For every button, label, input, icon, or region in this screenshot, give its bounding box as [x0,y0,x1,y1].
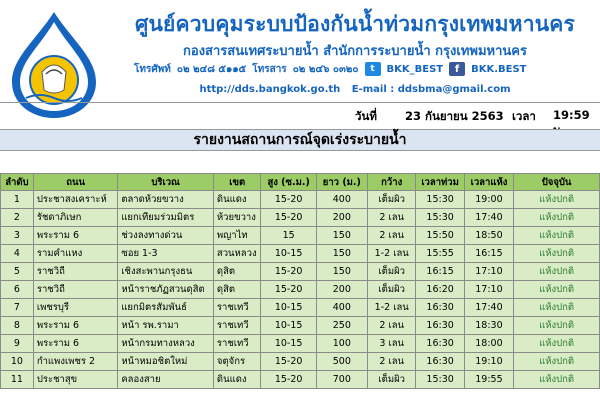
flood-start-time: 15:55 [416,245,464,263]
flood-length: 400 [316,191,367,209]
column-header: กว้าง [367,174,416,191]
location: แยกมิตรสัมพันธ์ [118,299,214,317]
row-index: 2 [1,209,34,227]
dry-time: 19:10 [464,353,513,371]
location: คลองสาย [118,371,214,389]
table-row [1,263,600,281]
district: ห้วยขวาง [213,209,261,227]
location: ซอย 1-3 [118,245,214,263]
district: ราชเทวี [213,335,261,353]
current-status: แห้งปกติ [514,353,600,371]
district: ดุสิต [213,281,261,299]
dry-time: 18:00 [464,335,513,353]
column-header: เวลาท่วม [416,174,464,191]
page-header [0,0,600,130]
district: ดุสิต [213,263,261,281]
column-header: ถนน [33,174,117,191]
dry-time: 17:10 [464,281,513,299]
current-status: แห้งปกติ [514,371,600,389]
column-header: สูง (ซ.ม.) [261,174,316,191]
flood-report-table [0,173,600,389]
flood-length: 400 [316,299,367,317]
road-name: พระราม 6 [33,335,117,353]
road-name: รามคำแหง [33,245,117,263]
email-address[interactable]: E-mail : ddsbma@gmail.com [351,84,511,95]
flood-start-time: 15:30 [416,371,464,389]
time-label: เวลา [512,109,536,123]
current-status: แห้งปกติ [514,227,600,245]
flood-length: 250 [316,317,367,335]
date-label: วันที่ [355,109,377,123]
phone-label: โทรศัพท์ [134,63,171,75]
facebook-icon[interactable]: f [449,62,465,76]
dry-time: 17:40 [464,299,513,317]
road-name: เพชรบุรี [33,299,117,317]
row-index: 1 [1,191,34,209]
current-status: แห้งปกติ [514,191,600,209]
flood-length: 150 [316,227,367,245]
table-row [1,281,600,299]
location: แยกเทียมร่วมมิตร [118,209,214,227]
water-depth: 10-15 [261,299,316,317]
row-index: 10 [1,353,34,371]
org-subtitle: กองสารสนเทศระบายน้ำ สำนักการระบายน้ำ กรุงเทพมหานคร [183,44,527,59]
report-title: รายงานสถานการณ์จุดเร่งระบายน้ำ [0,129,600,151]
current-status: แห้งปกติ [514,299,600,317]
water-depth: 15-20 [261,263,316,281]
table-row [1,317,600,335]
table-row [1,353,600,371]
road-name: รัชดาภิเษก [33,209,117,227]
current-status: แห้งปกติ [514,335,600,353]
dry-time: 16:15 [464,245,513,263]
current-status: แห้งปกติ [514,317,600,335]
table-row [1,245,600,263]
water-depth: 15-20 [261,371,316,389]
dry-time: 17:40 [464,209,513,227]
water-depth: 10-15 [261,245,316,263]
column-header: บริเวณ [118,174,214,191]
district: ดินแดง [213,191,261,209]
row-index: 7 [1,299,34,317]
location: หน้า รพ.รามา [118,317,214,335]
location: หน้าราชภัฏสวนดุสิต [118,281,214,299]
flood-start-time: 16:30 [416,299,464,317]
flood-width: 1-2 เลน [367,299,416,317]
district: สวนหลวง [213,245,261,263]
flood-width: เต็มผิว [367,371,416,389]
dry-time: 19:55 [464,371,513,389]
contact-line [134,60,527,78]
table-row [1,209,600,227]
district: ดินแดง [213,371,261,389]
dry-time: 18:30 [464,317,513,335]
row-index: 9 [1,335,34,353]
table-row [1,299,600,317]
flood-start-time: 15:30 [416,209,464,227]
report-date: 23 กันยายน 2563 [405,109,504,123]
dry-time: 19:00 [464,191,513,209]
flood-length: 100 [316,335,367,353]
water-depth: 15-20 [261,209,316,227]
row-index: 6 [1,281,34,299]
district: จตุจักร [213,353,261,371]
row-index: 11 [1,371,34,389]
twitter-handle[interactable]: BKK_BEST [386,63,444,75]
flood-width: 2 เลน [367,317,416,335]
fax-label: โทรสาร [252,63,287,75]
water-depth: 10-15 [261,317,316,335]
report-time: 19:59 [553,108,590,122]
column-header: ปัจจุบัน [514,174,600,191]
table-row [1,371,600,389]
road-name: พระราม 6 [33,317,117,335]
flood-start-time: 16:30 [416,353,464,371]
divider [0,102,600,103]
website-link[interactable]: http://dds.bangkok.go.th [199,84,341,95]
twitter-icon[interactable]: t [365,62,381,76]
flood-width: เต็มผิว [367,263,416,281]
flood-width: เต็มผิว [367,281,416,299]
water-depth: 15-20 [261,353,316,371]
flood-length: 200 [316,209,367,227]
water-depth: 15 [261,227,316,245]
flood-width: 2 เลน [367,227,416,245]
flood-start-time: 16:30 [416,335,464,353]
district: ราชเทวี [213,299,261,317]
current-status: แห้งปกติ [514,209,600,227]
table-header-row [1,174,600,191]
row-index: 3 [1,227,34,245]
location: หน้ากรมทางหลวง [118,335,214,353]
location: ตลาดห้วยขวาง [118,191,214,209]
flood-start-time: 16:30 [416,317,464,335]
road-name: ราชวิถี [33,281,117,299]
column-header: ลำดับ [1,174,34,191]
current-status: แห้งปกติ [514,263,600,281]
location: ช่วงลงทางด่วน [118,227,214,245]
road-name: ประชาสุข [33,371,117,389]
water-depth: 10-15 [261,335,316,353]
table-row [1,227,600,245]
location: หน้าหมอชิตใหม่ [118,353,214,371]
flood-width: 2 เลน [367,353,416,371]
flood-width: 2 เลน [367,209,416,227]
location: เชิงสะพานกรุงธน [118,263,214,281]
flood-length: 150 [316,245,367,263]
web-line [110,84,600,95]
row-index: 8 [1,317,34,335]
water-depth: 15-20 [261,281,316,299]
flood-length: 500 [316,353,367,371]
district: พญาไท [213,227,261,245]
flood-start-time: 15:30 [416,191,464,209]
water-depth: 15-20 [261,191,316,209]
district: ราชเทวี [213,317,261,335]
road-name: ประชาสงเคราะห์ [33,191,117,209]
fax-number: ๐๒ ๒๔๖ ๐๓๒๐ [292,63,359,75]
org-title: ศูนย์ควบคุมระบบป้องกันน้ำท่วมกรุงเทพมหานคร [134,12,576,36]
flood-length: 150 [316,263,367,281]
column-header: เวลาแห้ง [464,174,513,191]
facebook-handle[interactable]: BKK.BEST [471,63,527,75]
flood-start-time: 16:20 [416,281,464,299]
dry-time: 18:50 [464,227,513,245]
dry-time: 17:10 [464,263,513,281]
phone-number: ๐๒ ๒๔๘ ๕๑๑๕ [176,63,247,75]
row-index: 4 [1,245,34,263]
flood-start-time: 16:15 [416,263,464,281]
report-date-row [0,104,600,126]
current-status: แห้งปกติ [514,245,600,263]
flood-start-time: 15:50 [416,227,464,245]
road-name: พระราม 6 [33,227,117,245]
flood-width: 3 เลน [367,335,416,353]
flood-length: 700 [316,371,367,389]
table-row [1,191,600,209]
flood-length: 200 [316,281,367,299]
flood-width: 1-2 เลน [367,245,416,263]
current-status: แห้งปกติ [514,281,600,299]
column-header: ยาว (ม.) [316,174,367,191]
table-row [1,335,600,353]
road-name: ราชวิถี [33,263,117,281]
road-name: กำแพงเพชร 2 [33,353,117,371]
row-index: 5 [1,263,34,281]
column-header: เขต [213,174,261,191]
flood-width: เต็มผิว [367,191,416,209]
